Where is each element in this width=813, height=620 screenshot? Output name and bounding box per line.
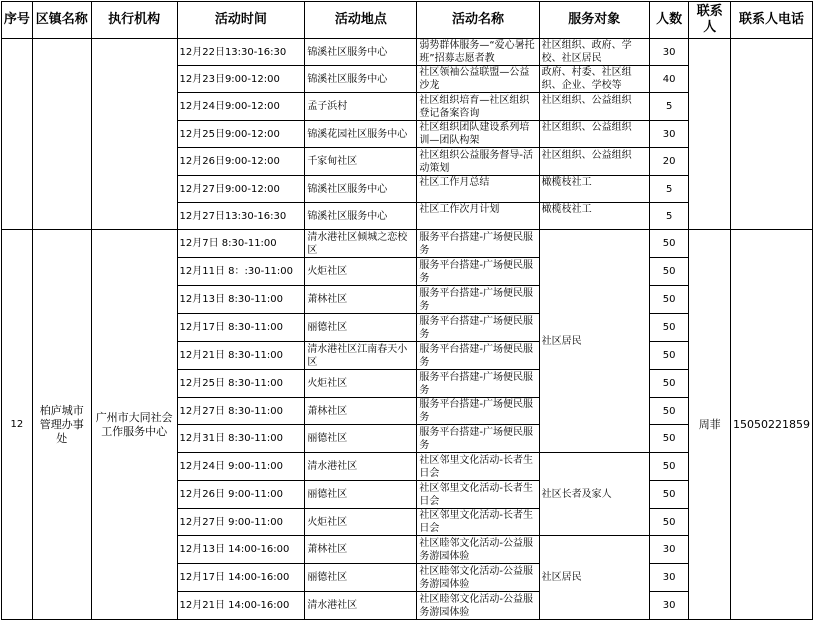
count-cell: 5 <box>649 203 689 230</box>
activity-name: 社区工作次月计划 <box>419 204 500 215</box>
place-cell <box>305 230 417 258</box>
header-target: 服务对象 <box>539 2 649 39</box>
activity-name: 社区组织培育—社区组织登记备案咨询 <box>419 94 530 119</box>
activity-name: 社区工作月总结 <box>419 177 490 188</box>
place-cell: 火炬社区 <box>305 370 417 398</box>
activity-name-cell <box>417 66 539 93</box>
phone-cell: 15050221859 <box>730 230 812 620</box>
activity-name: 服务平台搭建-广场便民服务 <box>419 343 534 368</box>
activity-name: 社区邻里文化活动-长者生日会 <box>419 482 534 507</box>
target-cell <box>539 93 649 121</box>
time-cell: 12月21日 14:00-16:00 <box>177 592 305 620</box>
place-cell: 丽德社区 <box>305 564 417 592</box>
activity-name-cell <box>417 286 539 314</box>
place-cell: 锦溪社区服务中心 <box>305 66 417 93</box>
count-cell: 50 <box>649 342 689 370</box>
count-cell: 30 <box>649 564 689 592</box>
activity-name: 服务平台搭建-广场便民服务 <box>419 231 534 256</box>
activity-name: 服务平台搭建-广场便民服务 <box>419 371 534 396</box>
header-seq: 序号 <box>2 2 33 39</box>
count-cell: 50 <box>649 509 689 536</box>
contact-cell: 周菲 <box>689 230 730 620</box>
activity-name-cell <box>417 536 539 564</box>
place-cell: 清水港社区 <box>305 592 417 620</box>
time-cell: 12月26日9:00-12:00 <box>177 148 305 176</box>
activity-name-cell <box>417 148 539 176</box>
count-cell: 50 <box>649 481 689 509</box>
place-cell: 火炬社区 <box>305 509 417 536</box>
activity-name-cell <box>417 342 539 370</box>
header-org: 执行机构 <box>91 2 177 39</box>
activity-name: 社区睦邻文化活动-公益服务游园体验 <box>419 565 534 590</box>
activity-name-cell <box>417 121 539 148</box>
activity-name-cell <box>417 370 539 398</box>
time-cell: 12月7日 8:30-11:00 <box>177 230 305 258</box>
time-cell: 12月23日9:00-12:00 <box>177 66 305 93</box>
activity-name: 社区组织公益服务督导-活动策划 <box>419 149 534 174</box>
phone-cell-prev <box>730 39 812 230</box>
header-name: 活动名称 <box>417 2 539 39</box>
activity-name: 社区邻里文化活动-长者生日会 <box>419 510 534 534</box>
target-cell <box>539 203 649 230</box>
target-cell <box>539 66 649 93</box>
target-cell: 社区居民 <box>539 230 649 453</box>
place-cell: 丽德社区 <box>305 481 417 509</box>
target-cell: 社区居民 <box>539 536 649 620</box>
count-cell: 40 <box>649 66 689 93</box>
count-cell: 30 <box>649 39 689 66</box>
place-cell: 丽德社区 <box>305 314 417 342</box>
place-cell: 火炬社区 <box>305 258 417 286</box>
time-cell: 12月17日 14:00-16:00 <box>177 564 305 592</box>
activity-name: 社区领袖公益联盟—公益沙龙 <box>419 67 530 91</box>
activity-name: 社区邻里文化活动-长者生日会 <box>419 454 534 479</box>
count-cell: 50 <box>649 258 689 286</box>
count-cell: 50 <box>649 453 689 481</box>
activity-name-cell <box>417 398 539 425</box>
time-cell: 12月24日 9:00-11:00 <box>177 453 305 481</box>
activity-name-cell <box>417 230 539 258</box>
time-cell: 12月24日9:00-12:00 <box>177 93 305 121</box>
activity-schedule-table <box>1 1 813 620</box>
place-cell: 清水港社区 <box>305 453 417 481</box>
place-cell: 孟子浜村 <box>305 93 417 121</box>
place-cell: 萧林社区 <box>305 536 417 564</box>
time-cell: 12月31日 8:30-11:00 <box>177 425 305 453</box>
count-cell: 20 <box>649 148 689 176</box>
place-cell: 萧林社区 <box>305 398 417 425</box>
time-cell: 12月17日 8:30-11:00 <box>177 314 305 342</box>
count-cell: 50 <box>649 398 689 425</box>
activity-name: 社区组织团队建设系列培训—团队构架 <box>419 122 530 146</box>
target-cell <box>539 148 649 176</box>
time-cell: 12月26日 9:00-11:00 <box>177 481 305 509</box>
count-cell: 50 <box>649 370 689 398</box>
activity-name-cell <box>417 176 539 203</box>
place-cell: 萧林社区 <box>305 286 417 314</box>
activity-name: 服务平台搭建-广场便民服务 <box>419 259 534 284</box>
target-text: 橄榄枝社工 <box>541 177 592 188</box>
activity-name: 服务平台搭建-广场便民服务 <box>419 287 534 312</box>
target-cell: 社区长者及家人 <box>539 453 649 536</box>
target-text: 社区组织、政府、学校、社区居民 <box>541 40 632 64</box>
activity-name-cell <box>417 425 539 453</box>
activity-name-cell <box>417 453 539 481</box>
header-time: 活动时间 <box>177 2 305 39</box>
header-contact: 联系人 <box>689 2 730 39</box>
count-cell: 50 <box>649 286 689 314</box>
org-cell: 广州市大同社会工作服务中心 <box>91 230 177 620</box>
table-row <box>2 230 813 258</box>
target-text: 社区组织、公益组织 <box>541 122 632 133</box>
activity-name-cell <box>417 592 539 620</box>
activity-name: 社区睦邻文化活动-公益服务游园体验 <box>419 593 534 618</box>
org-cell-prev <box>91 39 177 230</box>
time-cell: 12月27日13:30-16:30 <box>177 203 305 230</box>
district-cell-prev <box>32 39 91 230</box>
header-phone: 联系人电话 <box>730 2 812 39</box>
time-cell: 12月27日 9:00-11:00 <box>177 509 305 536</box>
activity-name-cell <box>417 564 539 592</box>
district-cell: 柏庐城市管理办事处 <box>32 230 91 620</box>
place-cell: 锦溪社区服务中心 <box>305 176 417 203</box>
count-cell: 50 <box>649 230 689 258</box>
activity-name-cell <box>417 39 539 66</box>
place-text: 清水港社区江南春天小区 <box>307 343 408 368</box>
count-cell: 50 <box>649 314 689 342</box>
header-row <box>2 2 813 39</box>
time-cell: 12月25日9:00-12:00 <box>177 121 305 148</box>
target-text: 社区组织、公益组织 <box>541 94 632 106</box>
target-text: 社区组织、公益组织 <box>541 149 632 161</box>
time-cell: 12月13日 14:00-16:00 <box>177 536 305 564</box>
count-cell: 50 <box>649 425 689 453</box>
place-cell: 丽德社区 <box>305 425 417 453</box>
place-cell: 锦溪社区服务中心 <box>305 203 417 230</box>
header-count: 人数 <box>649 2 689 39</box>
seq-cell: 12 <box>2 230 33 620</box>
activity-name-cell <box>417 509 539 536</box>
target-cell <box>539 39 649 66</box>
place-text: 清水港社区倾城之恋校区 <box>307 231 408 256</box>
target-text: 橄榄枝社工 <box>541 204 592 215</box>
activity-name-cell <box>417 93 539 121</box>
header-place: 活动地点 <box>305 2 417 39</box>
target-text: 政府、村委、社区组织、企业、学校等 <box>541 67 632 91</box>
place-cell: 千家甸社区 <box>305 148 417 176</box>
activity-name: 服务平台搭建-广场便民服务 <box>419 315 534 340</box>
count-cell: 5 <box>649 176 689 203</box>
target-cell <box>539 121 649 148</box>
activity-name-cell <box>417 481 539 509</box>
count-cell: 30 <box>649 592 689 620</box>
count-cell: 5 <box>649 93 689 121</box>
count-cell: 30 <box>649 121 689 148</box>
activity-name: 社区睦邻文化活动-公益服务游园体验 <box>419 537 534 562</box>
table-row <box>2 39 813 66</box>
time-cell: 12月25日 8:30-11:00 <box>177 370 305 398</box>
place-cell <box>305 342 417 370</box>
place-cell: 锦溪花园社区服务中心 <box>305 121 417 148</box>
time-cell: 12月21日 8:30-11:00 <box>177 342 305 370</box>
time-cell: 12月27日9:00-12:00 <box>177 176 305 203</box>
header-district: 区镇名称 <box>32 2 91 39</box>
time-cell: 12月22日13:30-16:30 <box>177 39 305 66</box>
time-cell: 12月11日 8：:30-11:00 <box>177 258 305 286</box>
activity-name-cell <box>417 203 539 230</box>
place-cell: 锦溪社区服务中心 <box>305 39 417 66</box>
count-cell: 30 <box>649 536 689 564</box>
activity-name: 弱势群体服务—“爱心暑托班”招募志愿者教 <box>419 40 535 64</box>
target-cell <box>539 176 649 203</box>
activity-name: 服务平台搭建-广场便民服务 <box>419 426 534 451</box>
activity-name-cell <box>417 314 539 342</box>
seq-cell-prev <box>2 39 33 230</box>
contact-cell-prev <box>689 39 730 230</box>
time-cell: 12月27日 8:30-11:00 <box>177 398 305 425</box>
activity-name: 服务平台搭建-广场便民服务 <box>419 399 534 423</box>
time-cell: 12月13日 8:30-11:00 <box>177 286 305 314</box>
activity-name-cell <box>417 258 539 286</box>
